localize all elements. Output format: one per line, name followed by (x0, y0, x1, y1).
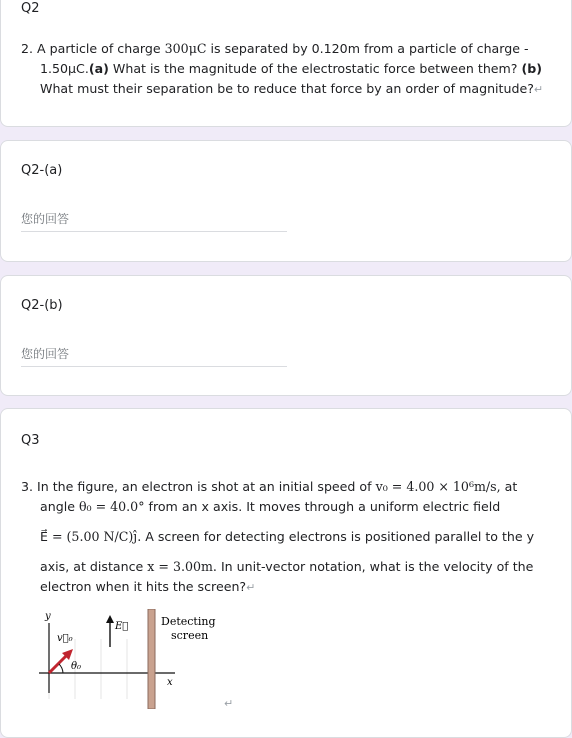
question-line-4: axis, at distance x = 3.00m. In unit-vector notation, what is the velocity of the (40, 559, 534, 574)
question-line-2: angle θ₀ = 40.0° from an x axis. It moves through a uniform electric field (40, 499, 501, 514)
question-line-2: 1.50μC.(a) What is the magnitude of the electrostatic force between them? (b) (40, 61, 543, 76)
question-text (21, 39, 557, 100)
efield-label: E⃗ (115, 621, 129, 632)
efield-arrowhead (106, 615, 114, 623)
return-mark-icon: ↵ (246, 581, 256, 594)
x-axis-label: x (167, 677, 173, 688)
question-card-q2a (0, 140, 572, 262)
question-line-3: What must their separation be to reduce that force by an order of magnitude?↵ (40, 81, 544, 96)
return-mark-icon: ↵ (533, 83, 544, 96)
question-title: Q3 (21, 433, 40, 448)
question-line-3: E⃗ = (5.00 N/C)ĵ. A screen for detecting electrons is positioned parallel to the y (40, 529, 535, 544)
detecting-screen (148, 609, 155, 709)
question-card-q2b (0, 275, 572, 396)
question-line-1: 2. A particle of charge 300μC is separated by 0.120m from a particle of charge - (21, 41, 529, 56)
electron-field-figure (35, 609, 265, 709)
question-card-q2 (0, 0, 572, 127)
answer-placeholder: 您的回答 (21, 212, 70, 226)
question-title: Q2 (21, 1, 40, 16)
question-text (21, 477, 557, 598)
answer-input-q2a[interactable] (21, 209, 287, 232)
screen-label-line2: screen (171, 629, 209, 642)
velocity-label: v⃗₀ (57, 633, 73, 644)
question-line-1: 3. In the figure, an electron is shot at an initial speed of v₀ = 4.00 × 10⁶m/s, at (21, 479, 518, 494)
screen-label-line1: Detecting (161, 615, 216, 628)
question-title: Q2-(b) (21, 298, 63, 313)
question-card-q3 (0, 408, 572, 738)
question-title: Q2-(a) (21, 163, 63, 178)
answer-placeholder: 您的回答 (21, 347, 70, 361)
y-axis-label: y (45, 611, 51, 622)
angle-label: θ₀ (71, 661, 82, 672)
question-line-5: electron when it hits the screen?↵ (40, 579, 256, 594)
answer-input-q2b[interactable] (21, 344, 287, 367)
return-mark-icon: ↵ (224, 697, 234, 710)
angle-arc (59, 664, 63, 673)
